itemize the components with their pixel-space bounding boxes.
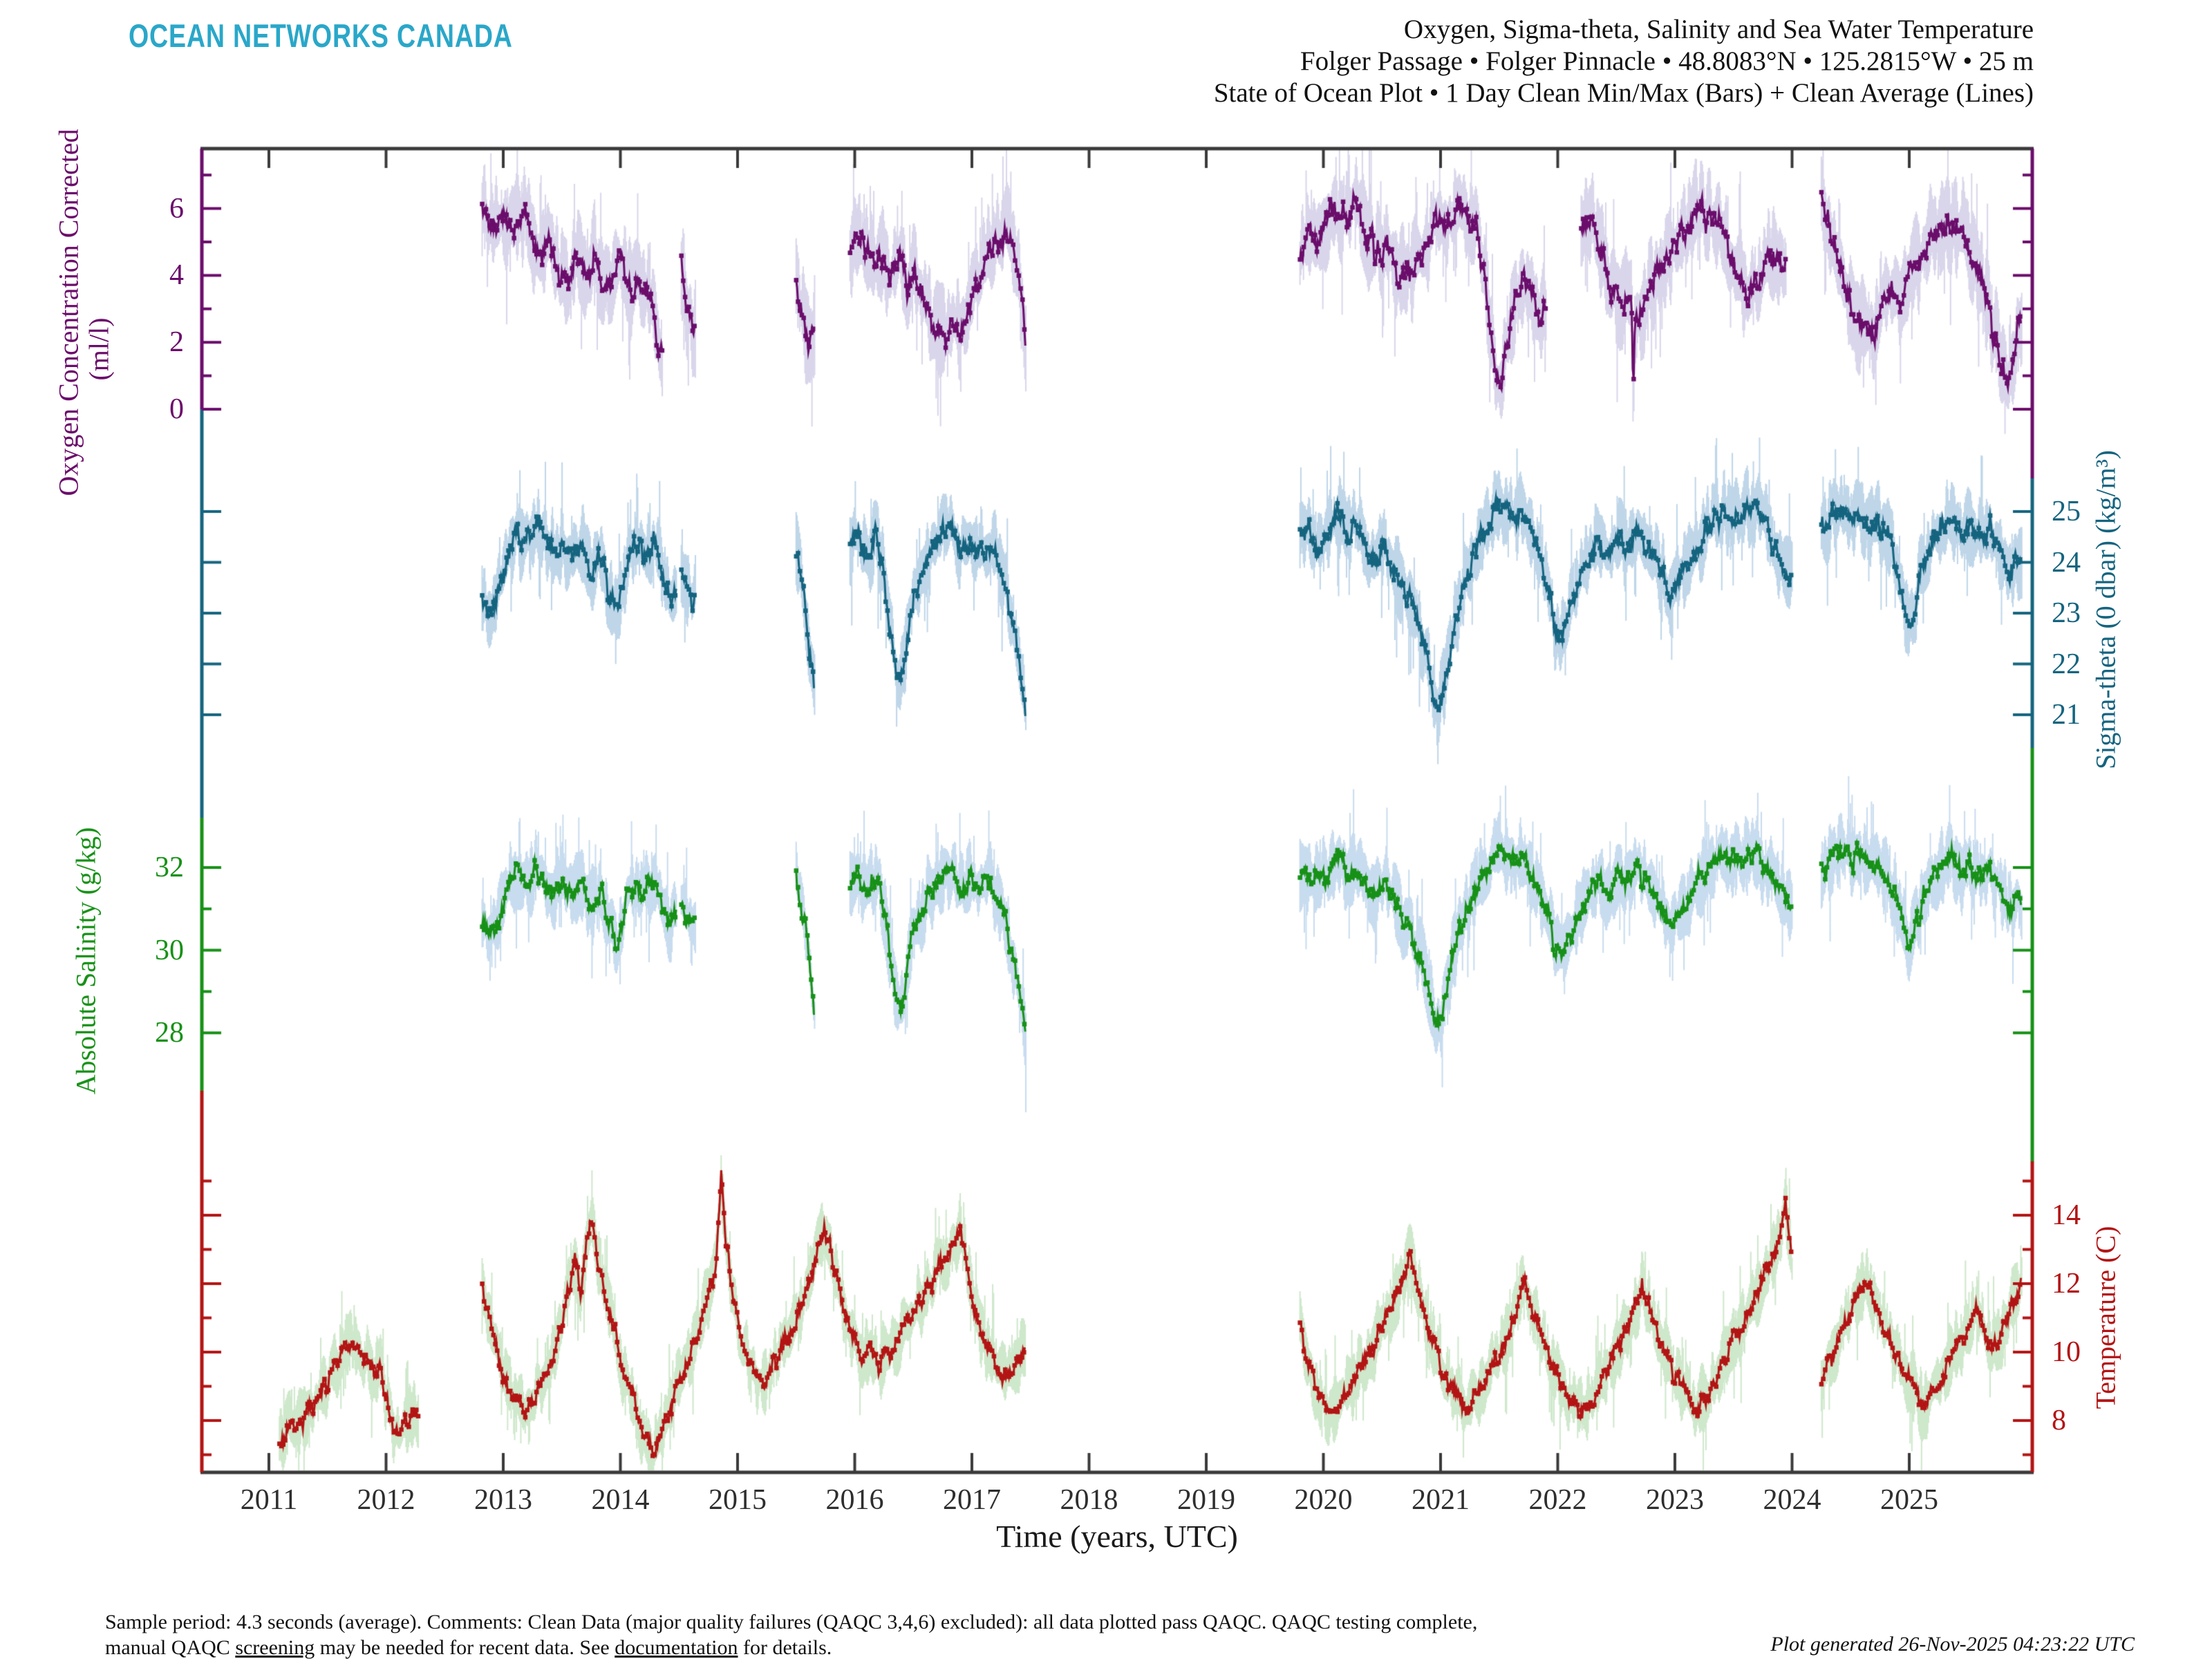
year-tick-label: 2024 [1763, 1484, 1821, 1516]
plot-title-line-1: Oxygen, Sigma-theta, Salinity and Sea Water Temperature [1403, 15, 2034, 44]
temperature-tick-label: 12 [2052, 1268, 2081, 1300]
oxygen-axis-label-line-2: (ml/l) [83, 317, 115, 381]
year-tick-label: 2012 [357, 1484, 415, 1516]
salinity-tick-label: 28 [155, 1017, 184, 1049]
year-tick-label: 2016 [825, 1484, 884, 1516]
oxygen-axis-label-line-1: Oxygen Concentration Corrected [53, 129, 84, 496]
plot-generated-timestamp: Plot generated 26-Nov-2025 04:23:22 UTC [1770, 1633, 2135, 1656]
ocean-networks-canada-logo: OCEAN NETWORKS CANADA [129, 17, 513, 54]
year-tick-label: 2011 [240, 1484, 298, 1516]
temperature-axis-label: Temperature (C) [2090, 1226, 2121, 1409]
sigma_theta-tick-label: 22 [2052, 648, 2081, 680]
year-tick-label: 2025 [1880, 1484, 1938, 1516]
year-tick-label: 2019 [1177, 1484, 1235, 1516]
salinity-axis-label: Absolute Salinity (g/kg) [70, 827, 102, 1095]
oxygen-tick-label: 2 [169, 326, 184, 359]
sigma-theta-axis-label: Sigma-theta (0 dbar) (kg/m³) [2090, 450, 2121, 769]
footer-note-line-2 [105, 1635, 1477, 1659]
footer-note-text: for details. [738, 1636, 832, 1659]
plot-title-line-3: State of Ocean Plot • 1 Day Clean Min/Max (Bars) + Clean Average (Lines) [1213, 78, 2034, 108]
footer-note-text: manual QAQC [105, 1636, 236, 1659]
year-tick-label: 2013 [474, 1484, 532, 1516]
year-tick-label: 2020 [1294, 1484, 1353, 1516]
plot-title-block [1214, 14, 2034, 109]
footer-documentation-link-text: documentation [615, 1636, 738, 1659]
plot-title-line-2: Folger Passage • Folger Pinnacle • 48.8083°N • 125.2815°W • 25 m [1300, 46, 2034, 76]
oxygen-tick-label: 4 [169, 259, 184, 292]
footer-note [105, 1609, 1477, 1659]
oxygen-tick-label: 0 [169, 393, 184, 425]
year-tick-label: 2023 [1646, 1484, 1704, 1516]
year-tick-label: 2015 [709, 1484, 767, 1516]
temperature-tick-label: 14 [2052, 1199, 2081, 1231]
x-axis-title: Time (years, UTC) [996, 1519, 1238, 1554]
footer-screening-link-text: screening [235, 1636, 315, 1659]
temperature-tick-label: 10 [2052, 1336, 2081, 1368]
salinity-tick-label: 32 [155, 852, 184, 883]
year-tick-label: 2022 [1528, 1484, 1587, 1516]
sigma_theta-tick-label: 24 [2052, 546, 2081, 579]
footer-note-text: may be needed for recent data. See [315, 1636, 615, 1659]
sigma_theta-tick-label: 23 [2052, 597, 2081, 629]
salinity-tick-label: 30 [155, 934, 184, 966]
year-tick-label: 2021 [1412, 1484, 1470, 1516]
year-tick-label: 2014 [591, 1484, 650, 1516]
sigma_theta-tick-label: 21 [2052, 699, 2081, 731]
temperature-tick-label: 8 [2052, 1405, 2066, 1436]
footer-note-line-1: Sample period: 4.3 seconds (average). Comments: Clean Data (major quality failures (QAQC 3,4,6) excluded): all data plotted pass QAQC. QAQC testing complete, [105, 1611, 1478, 1633]
year-tick-label: 2017 [943, 1484, 1001, 1516]
sigma_theta-tick-label: 25 [2052, 496, 2081, 527]
oxygen-tick-label: 6 [169, 192, 184, 225]
year-tick-label: 2018 [1060, 1484, 1118, 1516]
